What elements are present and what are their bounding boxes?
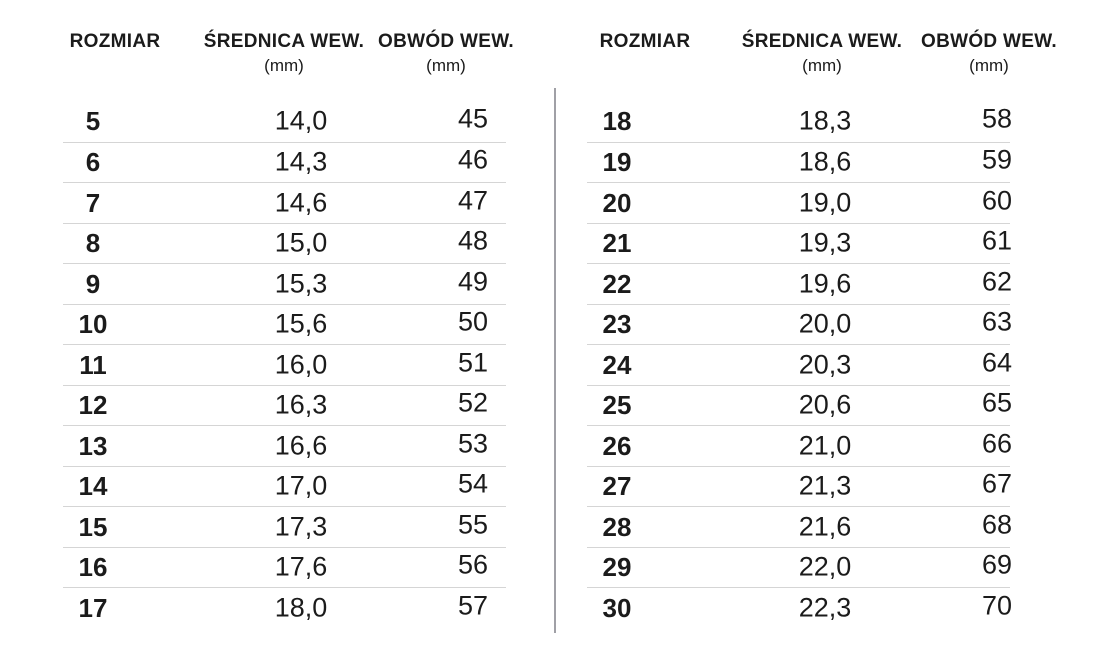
table-row — [63, 263, 506, 304]
inner-diameter-cell: 14,3 — [274, 146, 328, 177]
inner-diameter-cell: 18,6 — [798, 146, 852, 177]
table-header-row — [63, 0, 514, 101]
size-cell: 5 — [85, 106, 101, 137]
size-cell: 19 — [602, 147, 632, 178]
table-row — [63, 182, 506, 223]
inner-diameter-cell: 15,3 — [274, 268, 328, 299]
inner-circumference-cell: 53 — [457, 428, 489, 459]
inner-circumference-cell: 57 — [457, 590, 489, 621]
size-cell: 22 — [602, 268, 632, 299]
table-row — [587, 344, 1013, 385]
inner-diameter-cell: 22,0 — [798, 551, 852, 582]
column-header-size-label: ROZMIAR — [69, 31, 161, 52]
column-header-inner-circumference-label: OBWÓD WEW. — [378, 31, 514, 52]
size-cell: 8 — [85, 228, 101, 259]
table-row — [63, 385, 506, 426]
inner-circumference-cell: 55 — [457, 509, 489, 540]
inner-circumference-cell: 59 — [981, 144, 1013, 175]
size-cell: 9 — [85, 268, 101, 299]
inner-diameter-cell: 21,6 — [798, 511, 852, 542]
inner-circumference-cell: 52 — [457, 387, 489, 418]
ring-size-table-left — [63, 0, 514, 628]
inner-circumference-cell: 54 — [457, 468, 489, 499]
table-row — [587, 223, 1013, 264]
table-row — [587, 425, 1013, 466]
inner-diameter-cell: 16,3 — [274, 389, 328, 420]
unit-label: (mm) — [802, 55, 842, 75]
table-row — [63, 304, 506, 345]
size-cell: 29 — [602, 552, 632, 583]
size-cell: 7 — [85, 187, 101, 218]
table-row — [63, 223, 506, 264]
table-row — [63, 142, 506, 183]
inner-diameter-cell: 19,3 — [798, 227, 852, 258]
inner-diameter-cell: 15,6 — [274, 308, 328, 339]
inner-circumference-cell: 62 — [981, 266, 1013, 297]
size-cell: 21 — [602, 228, 632, 259]
inner-diameter-cell: 17,0 — [274, 470, 328, 501]
column-header-inner-circumference-label: OBWÓD WEW. — [921, 31, 1057, 52]
inner-diameter-cell: 22,3 — [798, 592, 852, 623]
table-body — [63, 101, 506, 628]
inner-diameter-cell: 21,0 — [798, 430, 852, 461]
inner-diameter-cell: 15,0 — [274, 227, 328, 258]
inner-circumference-cell: 56 — [457, 549, 489, 580]
column-header-size-label: ROZMIAR — [599, 31, 691, 52]
table-row — [587, 466, 1013, 507]
inner-circumference-cell: 64 — [981, 347, 1013, 378]
inner-diameter-cell: 19,0 — [798, 187, 852, 218]
table-row — [63, 506, 506, 547]
inner-circumference-cell: 60 — [981, 185, 1013, 216]
size-cell: 14 — [78, 471, 108, 502]
inner-circumference-cell: 47 — [457, 185, 489, 216]
inner-circumference-cell: 70 — [981, 590, 1013, 621]
table-row — [587, 547, 1013, 588]
size-cell: 27 — [602, 471, 632, 502]
size-cell: 6 — [85, 147, 101, 178]
inner-circumference-cell: 66 — [981, 428, 1013, 459]
size-cell: 20 — [602, 187, 632, 218]
inner-diameter-cell: 16,6 — [274, 430, 328, 461]
inner-circumference-cell: 49 — [457, 266, 489, 297]
inner-circumference-cell: 61 — [981, 225, 1013, 256]
table-header-row — [587, 0, 1057, 101]
inner-diameter-cell: 17,3 — [274, 511, 328, 542]
table-row — [587, 182, 1013, 223]
ring-size-table-right — [587, 0, 1057, 628]
inner-circumference-cell: 48 — [457, 225, 489, 256]
column-header-inner-circumference — [376, 31, 516, 75]
size-cell: 24 — [602, 349, 632, 380]
inner-diameter-cell: 20,3 — [798, 349, 852, 380]
inner-circumference-cell: 45 — [457, 103, 489, 134]
inner-diameter-cell: 14,6 — [274, 187, 328, 218]
inner-circumference-cell: 46 — [457, 144, 489, 175]
table-row — [63, 466, 506, 507]
size-cell: 18 — [602, 106, 632, 137]
inner-circumference-cell: 63 — [981, 306, 1013, 337]
inner-circumference-cell: 58 — [981, 103, 1013, 134]
inner-circumference-cell: 67 — [981, 468, 1013, 499]
inner-circumference-cell: 50 — [457, 306, 489, 337]
inner-circumference-cell: 51 — [457, 347, 489, 378]
table-row — [587, 506, 1013, 547]
column-header-size — [63, 31, 167, 53]
inner-diameter-cell: 21,3 — [798, 470, 852, 501]
size-cell: 23 — [602, 309, 632, 340]
table-row — [587, 587, 1013, 628]
column-header-size — [593, 31, 697, 53]
unit-label: (mm) — [264, 55, 304, 75]
inner-diameter-cell: 18,3 — [798, 105, 852, 136]
size-cell: 15 — [78, 511, 108, 542]
column-header-inner-circumference — [919, 31, 1059, 75]
table-row — [587, 385, 1013, 426]
size-cell: 28 — [602, 511, 632, 542]
column-header-inner-diameter-label: ŚREDNICA WEW. — [203, 31, 365, 52]
table-body — [587, 101, 1013, 628]
table-row — [63, 344, 506, 385]
table-row — [63, 547, 506, 588]
size-cell: 12 — [78, 390, 108, 421]
column-header-inner-diameter — [702, 31, 942, 75]
table-row — [63, 587, 506, 628]
table-row — [587, 142, 1013, 183]
inner-diameter-cell: 14,0 — [274, 105, 328, 136]
inner-circumference-cell: 65 — [981, 387, 1013, 418]
inner-circumference-cell: 69 — [981, 549, 1013, 580]
table-row — [587, 304, 1013, 345]
table-row — [587, 263, 1013, 304]
unit-label: (mm) — [969, 55, 1009, 75]
size-cell: 25 — [602, 390, 632, 421]
inner-diameter-cell: 19,6 — [798, 268, 852, 299]
inner-diameter-cell: 20,6 — [798, 389, 852, 420]
size-cell: 10 — [78, 309, 108, 340]
size-cell: 13 — [78, 430, 108, 461]
table-row — [587, 101, 1013, 142]
size-cell: 11 — [79, 349, 107, 380]
inner-diameter-cell: 17,6 — [274, 551, 328, 582]
inner-diameter-cell: 20,0 — [798, 308, 852, 339]
table-row — [63, 101, 506, 142]
column-header-inner-diameter — [164, 31, 404, 75]
inner-diameter-cell: 18,0 — [274, 592, 328, 623]
size-cell: 16 — [78, 552, 108, 583]
inner-diameter-cell: 16,0 — [274, 349, 328, 380]
inner-circumference-cell: 68 — [981, 509, 1013, 540]
tables-divider — [554, 88, 556, 633]
size-cell: 17 — [78, 592, 108, 623]
size-cell: 30 — [602, 592, 632, 623]
size-cell: 26 — [602, 430, 632, 461]
table-row — [63, 425, 506, 466]
column-header-inner-diameter-label: ŚREDNICA WEW. — [741, 31, 903, 52]
unit-label: (mm) — [426, 55, 466, 75]
